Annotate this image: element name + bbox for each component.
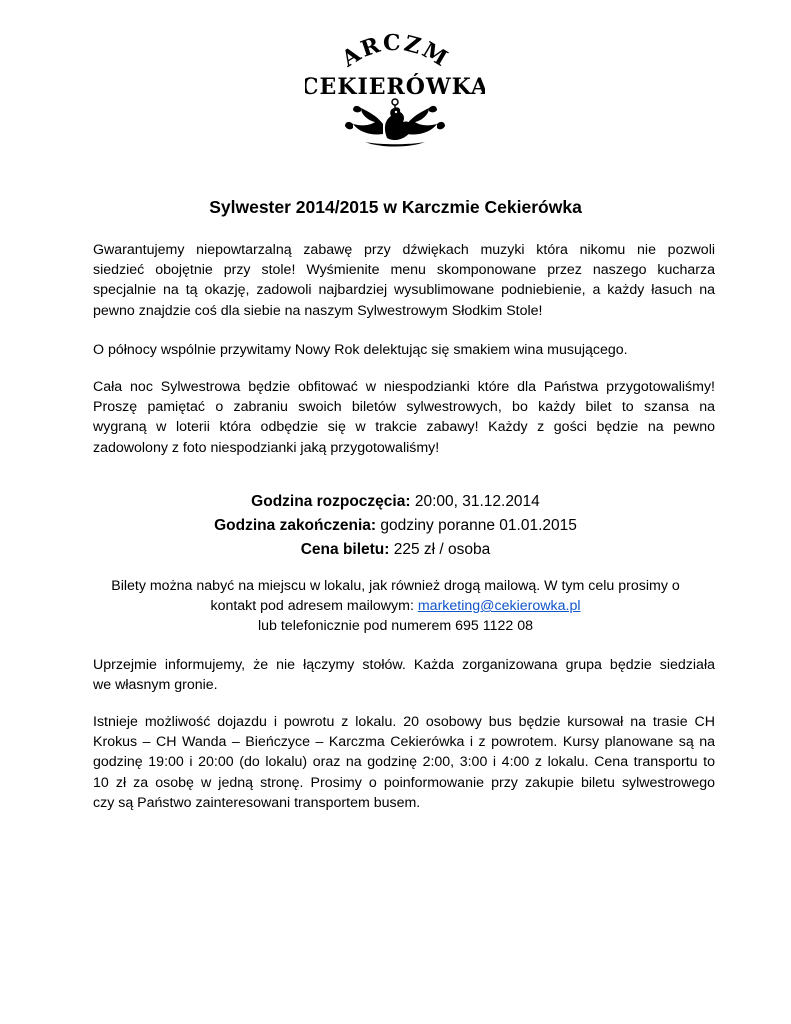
end-time-label: Godzina zakończenia: xyxy=(214,517,377,534)
tickets-line-1: Bilety można nabyć na miejscu w lokalu, jak również drogą mailową. W tym celu prosimy o xyxy=(111,578,680,594)
tables-paragraph xyxy=(93,655,715,695)
text-line: Istnieje możliwość dojazdu i powrotu z lokalu. 20 osobowy bus będzie kursował na trasie CH xyxy=(93,714,715,730)
text-line: specjalnie na tą okazję, zadowoli najbardziej wysublimowane podniebienie, a każdy łasuch na xyxy=(93,282,715,299)
text-line: O północy wspólnie przywitamy Nowy Rok delektując się smakiem wina musującego. xyxy=(93,342,628,358)
text-line: Uprzejmie informujemy, że nie łączymy stołów. Każda zorganizowana grupa będzie siedziała xyxy=(93,657,715,673)
text-line: czy są Państwo zainteresowani transportem busem. xyxy=(93,794,421,811)
event-details xyxy=(0,490,791,562)
midnight-paragraph xyxy=(93,340,715,360)
text-line: wygraną w loterii która odbędzie się w trakcie zabawy! Każdy z gości będzie na pewno xyxy=(93,419,715,436)
text-line: pewno znajdzie coś dla siebie na naszym Sylwestrowym Słodkim Stole! xyxy=(93,302,543,319)
end-time-value: godziny poranne 01.01.2015 xyxy=(376,517,577,534)
text-line: 10 zł za osobę w jedną stronę. Prosimy o poinformowanie przy zakupie biletu sylwestrowego xyxy=(93,774,715,791)
tickets-info xyxy=(0,576,791,636)
text-line: zadowolony z foto niespodzianki jaką przygotowaliśmy! xyxy=(93,439,440,456)
start-time-label: Godzina rozpoczęcia: xyxy=(251,493,411,510)
logo-graphic xyxy=(305,26,485,152)
start-time-value: 20:00, 31.12.2014 xyxy=(410,493,540,510)
surprises-paragraph xyxy=(93,377,715,458)
text-line: godzinę 19:00 i 20:00 (do lokalu) oraz na godzinę 2:00, 3:00 i 4:00 z lokalu. Cena transportu to xyxy=(93,754,715,771)
text-line: Krokus – CH Wanda – Bieńczyce – Karczma Cekierówka i z powrotem. Kursy planowane są na xyxy=(93,734,715,751)
page-title: Sylwester 2014/2015 w Karczmie Cekierówka xyxy=(209,197,582,217)
text-line: we własnym gronie. xyxy=(93,677,218,694)
text-line: Cała noc Sylwestrowa będzie obfitować w niespodzianki które dla Państwa przygotowaliśmy! xyxy=(93,379,715,395)
price-label: Cena biletu: xyxy=(300,541,390,558)
rooster-folk-icon xyxy=(345,99,445,147)
intro-paragraph xyxy=(93,240,715,321)
transport-paragraph xyxy=(93,712,715,813)
text-line: siedzieć obojętnie przy stole! Wyśmienite menu skomponowane przez naszego kucharza xyxy=(93,262,715,279)
logo-arc-text: ARCZM xyxy=(337,29,454,73)
logo xyxy=(305,26,485,152)
tickets-line-2 xyxy=(0,596,791,616)
price-value: 225 zł / osoba xyxy=(389,541,491,558)
price-row xyxy=(0,538,791,562)
tickets-line-3: lub telefonicznie pod numerem 695 1122 08 xyxy=(257,618,533,634)
start-time-row xyxy=(0,490,791,514)
text-line: Gwarantujemy niepowtarzalną zabawę przy dźwiękach muzyki która nikomu nie pozwoli xyxy=(93,242,715,258)
logo-main-text: CEKIERÓWKA xyxy=(305,74,485,100)
end-time-row xyxy=(0,514,791,538)
email-link[interactable]: marketing@cekierowka.pl xyxy=(417,598,581,614)
text-line: Proszę pamiętać o zabraniu swoich biletów sylwestrowych, bo każdy bilet to szansa na xyxy=(93,399,715,416)
contact-prefix: kontakt pod adresem mailowym: xyxy=(210,598,418,614)
